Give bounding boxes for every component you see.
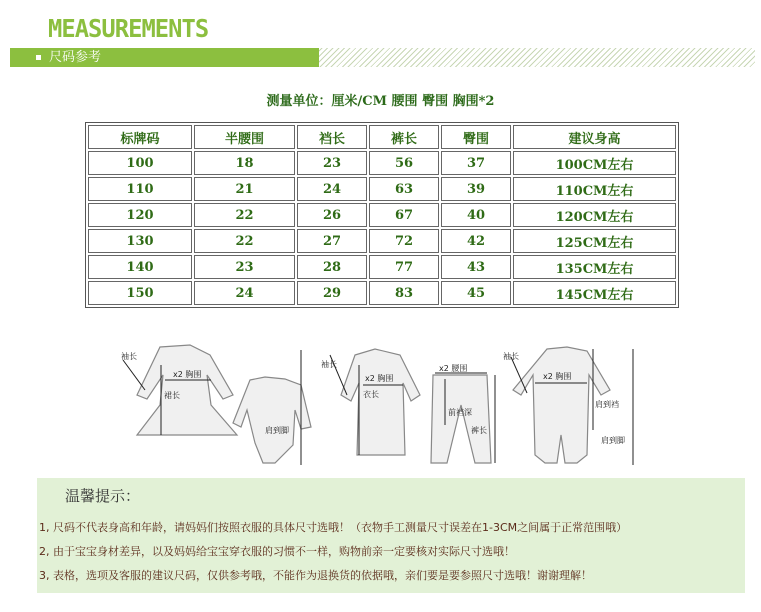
- table-cell: 21: [194, 177, 295, 201]
- table-cell: 120: [88, 203, 192, 227]
- section-tab: [10, 48, 319, 67]
- diagram-label: x2 胸围: [543, 372, 572, 381]
- measure-line: [123, 360, 145, 390]
- table-cell: 24: [297, 177, 367, 201]
- pants-shape: [431, 375, 491, 463]
- dress-shape: [137, 345, 237, 435]
- diagram-label: x2 胸围: [365, 374, 394, 383]
- diagram-label: 袖长: [503, 352, 519, 361]
- table-header-row: [88, 125, 676, 149]
- header-cell: 裆长: [297, 125, 367, 149]
- table-row: [88, 203, 676, 227]
- table-cell: 67: [369, 203, 439, 227]
- tip-item: 3, 表格，选项及客服的建议尺码，仅供参考哦，不能作为退换货的依据哦，亲们要是要参照尺寸选哦！谢谢理解！: [39, 569, 592, 582]
- tip-item: 1, 尺码不代表身高和年龄，请妈妈们按照衣服的具体尺寸选哦！（衣物手工测量尺寸误差在1-3CM之间属于正常范围哦）: [39, 521, 628, 534]
- table-cell: 42: [441, 229, 511, 253]
- table-cell: 40: [441, 203, 511, 227]
- table-cell: 26: [297, 203, 367, 227]
- tip-item: 2, 由于宝宝身材差异，以及妈妈给宝宝穿衣服的习惯不一样，购物前亲一定要核对实际尺寸选哦！: [39, 545, 515, 558]
- header-cell: 臀围: [441, 125, 511, 149]
- table-cell: 29: [297, 281, 367, 305]
- diagram-label: 袖长: [121, 352, 137, 361]
- page-title: MEASUREMENTS: [48, 14, 209, 43]
- table-row: [88, 281, 676, 305]
- diagram-label: x2 胸围: [173, 370, 202, 379]
- table-cell: 28: [297, 255, 367, 279]
- table-cell: 110: [88, 177, 192, 201]
- table-cell: 43: [441, 255, 511, 279]
- romper-shape: [233, 377, 311, 463]
- diagram-label: 衣长: [363, 390, 379, 399]
- section-bar: [10, 48, 755, 67]
- diagram-label: 裤长: [471, 426, 487, 435]
- header-cell: 标牌码: [88, 125, 192, 149]
- diagram-label: 袖长: [321, 360, 337, 369]
- table-row: [88, 255, 676, 279]
- shirt-shape: [341, 349, 420, 455]
- header-cell: 建议身高: [513, 125, 676, 149]
- table-cell: 100CM左右: [513, 151, 676, 175]
- table-cell: 130: [88, 229, 192, 253]
- table-row: [88, 151, 676, 175]
- diagram-label: 前裆深: [448, 408, 472, 417]
- table-cell: 110CM左右: [513, 177, 676, 201]
- table-cell: 140: [88, 255, 192, 279]
- table-cell: 72: [369, 229, 439, 253]
- diagram-label: 肩到裆: [595, 400, 619, 409]
- table-cell: 125CM左右: [513, 229, 676, 253]
- table-cell: 22: [194, 203, 295, 227]
- table-cell: 135CM左右: [513, 255, 676, 279]
- size-table: [85, 122, 679, 308]
- tips-heading: 温馨提示：: [65, 487, 141, 505]
- table-cell: 150: [88, 281, 192, 305]
- header-cell: 裤长: [369, 125, 439, 149]
- table-cell: 18: [194, 151, 295, 175]
- table-cell: 23: [194, 255, 295, 279]
- table-cell: 24: [194, 281, 295, 305]
- header-cell: 半腰围: [194, 125, 295, 149]
- unit-line: 测量单位：厘米/CM 腰围 臀围 胸围*2: [266, 94, 495, 109]
- garment-measurement-diagram: [115, 335, 655, 475]
- table-cell: 77: [369, 255, 439, 279]
- tips-panel: [37, 478, 745, 593]
- section-label: 尺码参考: [49, 50, 102, 65]
- diagram-label: 肩到脚: [265, 426, 289, 435]
- table-cell: 39: [441, 177, 511, 201]
- diagram-label: 裙长: [164, 391, 180, 400]
- table-cell: 120CM左右: [513, 203, 676, 227]
- table-cell: 27: [297, 229, 367, 253]
- table-cell: 145CM左右: [513, 281, 676, 305]
- table-cell: 23: [297, 151, 367, 175]
- table-cell: 100: [88, 151, 192, 175]
- diagram-label: 肩到脚: [601, 436, 625, 445]
- table-cell: 45: [441, 281, 511, 305]
- table-cell: 37: [441, 151, 511, 175]
- table-row: [88, 229, 676, 253]
- square-bullet-icon: [36, 55, 41, 60]
- table-row: [88, 177, 676, 201]
- table-cell: 83: [369, 281, 439, 305]
- table-cell: 22: [194, 229, 295, 253]
- table-cell: 56: [369, 151, 439, 175]
- table-cell: 63: [369, 177, 439, 201]
- diagram-label: x2 腰围: [439, 364, 468, 373]
